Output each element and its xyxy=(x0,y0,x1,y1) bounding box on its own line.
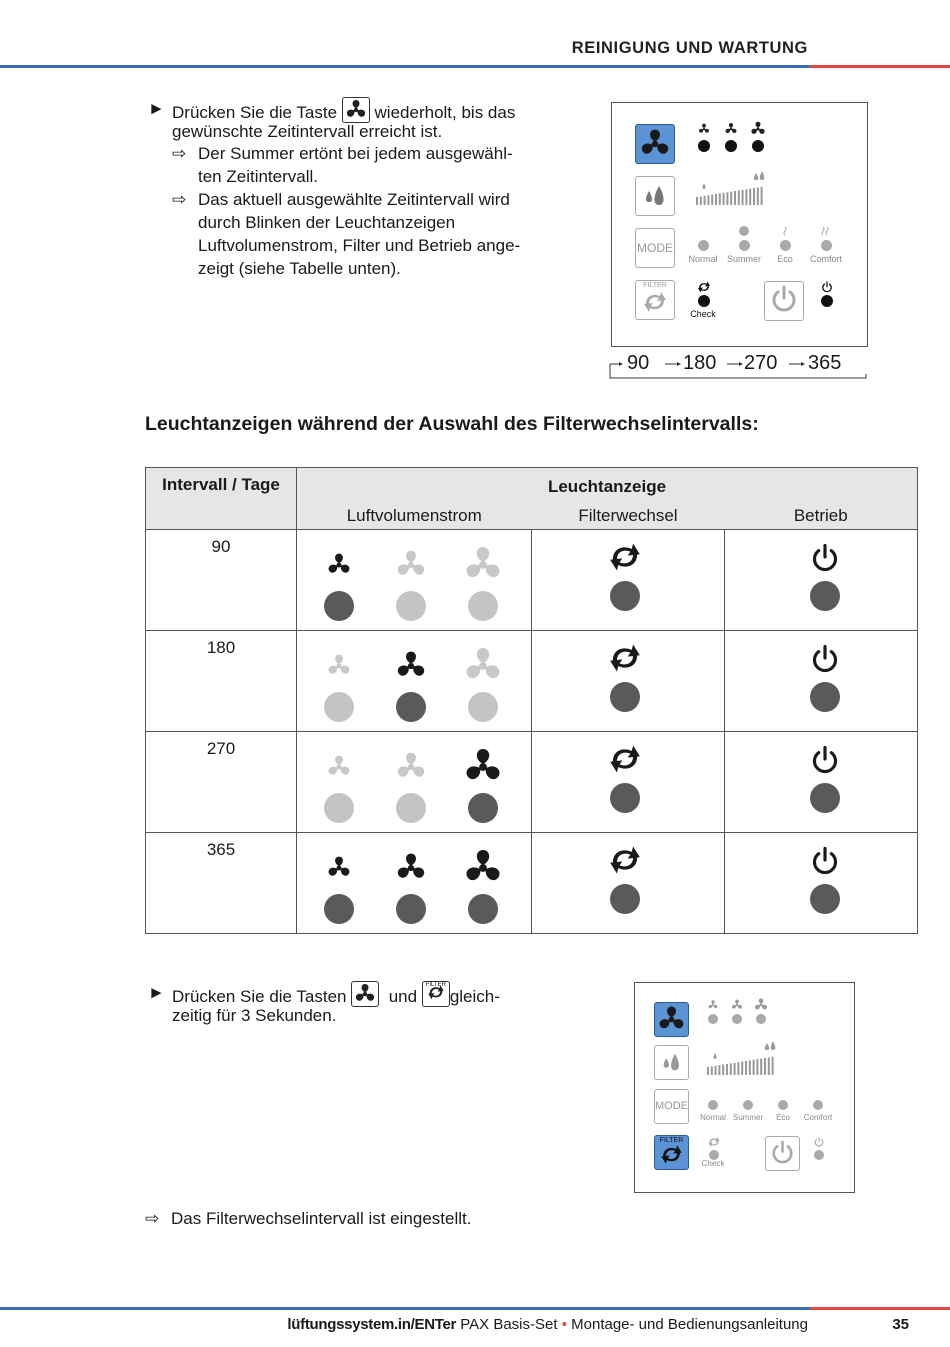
filter-cycle-icon xyxy=(610,645,640,672)
fan-level-icon xyxy=(327,655,351,676)
operation-cell xyxy=(725,631,918,732)
header-display: Leuchtanzeige xyxy=(297,468,918,500)
step2-text-b: und xyxy=(388,987,418,1006)
fan-level-icon xyxy=(464,850,501,882)
interval-table xyxy=(145,467,918,934)
interval-cell xyxy=(146,530,297,631)
filter-led xyxy=(610,581,640,611)
table-row xyxy=(146,631,918,732)
interval-cell xyxy=(146,732,297,833)
fan-level-icon xyxy=(327,554,351,575)
header-rule xyxy=(0,65,950,68)
operation-indicator xyxy=(725,631,917,726)
airflow-indicators xyxy=(297,732,531,827)
mode-dot-summer xyxy=(739,240,750,251)
airflow-led xyxy=(396,793,426,823)
step1-text-a: Drücken Sie die Taste xyxy=(172,103,338,122)
table-row xyxy=(146,732,918,833)
footer-doc2: Montage- und Bedienungsanleitung xyxy=(571,1316,808,1333)
step1-text-b: wiederholt, bis das xyxy=(374,103,516,122)
scale-365: 365 xyxy=(808,352,842,374)
airflow-indicators xyxy=(297,631,531,726)
airflow-led xyxy=(324,793,354,823)
fan-level-icon xyxy=(396,551,426,577)
mode-dot-eco xyxy=(780,240,791,251)
power-icon xyxy=(815,545,836,569)
final-text: Das Filterwechselintervall ist eingestellt. xyxy=(171,1209,472,1228)
mode-dot-normal xyxy=(698,240,709,251)
humidity-level-bar xyxy=(692,169,772,209)
fan-level-icon xyxy=(396,854,426,880)
fan-level-icon xyxy=(464,648,501,680)
airflow-led xyxy=(396,894,426,924)
power-icon xyxy=(815,747,836,771)
humidity-button[interactable] xyxy=(654,1045,689,1080)
interval-cell xyxy=(146,833,297,934)
airflow-indicators xyxy=(297,530,531,625)
airflow-led xyxy=(324,894,354,924)
filter-led xyxy=(610,884,640,914)
power-icon xyxy=(815,646,836,670)
filter-button[interactable]: FILTER xyxy=(635,280,675,320)
result1-line1: Der Summer ertönt bei jedem ausgewähl- xyxy=(198,144,513,163)
operation-indicator xyxy=(725,833,917,928)
footer-sep: • xyxy=(561,1316,567,1333)
airflow-led xyxy=(468,793,498,823)
interval-value: 90 xyxy=(211,537,231,556)
filter-led xyxy=(610,682,640,712)
result-arrow-icon: ⇨ xyxy=(172,190,187,209)
filter-cell xyxy=(532,732,725,833)
filter-button-icon: FILTER xyxy=(422,981,450,1007)
section-title: REINIGUNG UND WARTUNG xyxy=(571,39,808,57)
table-row xyxy=(146,530,918,631)
mode-label-comfort: Comfort xyxy=(803,1113,833,1122)
mode-dot-eco xyxy=(778,1100,788,1110)
airflow-led xyxy=(396,692,426,722)
airflow-led xyxy=(324,692,354,722)
airflow-led xyxy=(468,692,498,722)
airflow-led xyxy=(396,591,426,621)
filter-cycle-icon xyxy=(610,544,640,571)
mode-dot-summer xyxy=(743,1100,753,1110)
result-arrow-icon: ⇨ xyxy=(172,144,187,163)
step2-text-a: Drücken Sie die Tasten xyxy=(172,987,347,1006)
step1-line2: gewünschte Zeitintervall erreicht ist. xyxy=(172,122,443,141)
footer-text xyxy=(287,1316,808,1333)
mode-dot-comfort xyxy=(813,1100,823,1110)
operation-led xyxy=(810,581,840,611)
power-indicator xyxy=(817,279,837,311)
step2-bullet: ► xyxy=(148,983,165,1002)
filter-indicator xyxy=(532,833,724,928)
operation-cell xyxy=(725,530,918,631)
check-label: Check xyxy=(701,1159,725,1168)
filter-indicator xyxy=(532,732,724,827)
airflow-cell xyxy=(297,631,532,732)
step1-bullet: ► xyxy=(148,99,165,118)
fan-level-indicators xyxy=(692,119,767,155)
airflow-cell xyxy=(297,530,532,631)
check-label: Check xyxy=(690,309,716,319)
airflow-indicators xyxy=(297,833,531,928)
section-heading: Leuchtanzeigen während der Auswahl des Filterwechselintervalls: xyxy=(145,413,759,435)
filter-indicator xyxy=(532,530,724,625)
footer-brand: lüftungssystem.in/ENTer xyxy=(287,1316,457,1333)
footer-doc: PAX Basis-Set xyxy=(460,1316,558,1333)
table-row xyxy=(146,833,918,934)
operation-indicator xyxy=(725,732,917,827)
step2-line2: zeitig für 3 Sekunden. xyxy=(172,1006,337,1025)
fan-button[interactable] xyxy=(635,124,675,164)
airflow-cell xyxy=(297,732,532,833)
header-operation: Betrieb xyxy=(725,500,918,530)
filter-cell xyxy=(532,530,725,631)
mode-label-eco: Eco xyxy=(776,1113,790,1122)
humidity-button[interactable] xyxy=(635,176,675,216)
fan-button-icon xyxy=(351,981,379,1007)
footer-rule xyxy=(0,1307,950,1310)
interval-value: 365 xyxy=(206,840,236,859)
power-indicator xyxy=(809,1134,829,1162)
operation-led xyxy=(810,783,840,813)
mode-button[interactable]: MODE xyxy=(635,228,675,268)
fan-level-icon xyxy=(464,547,501,579)
mode-label-summer: Summer xyxy=(726,254,761,264)
filter-cell xyxy=(532,833,725,934)
result1-line2: ten Zeitintervall. xyxy=(198,167,318,186)
mode-label-normal: Normal xyxy=(700,1113,726,1122)
power-icon xyxy=(815,848,836,872)
power-button[interactable] xyxy=(765,1136,800,1171)
mode-label-normal: Normal xyxy=(688,254,718,264)
mode-label-eco: Eco xyxy=(777,254,793,264)
fan-level-icon xyxy=(396,652,426,678)
result2-line2: durch Blinken der Leuchtanzeigen xyxy=(198,213,456,232)
operation-cell xyxy=(725,732,918,833)
result2-line3: Luftvolumenstrom, Filter und Betrieb ange- xyxy=(198,236,521,255)
fan-level-icon xyxy=(327,857,351,878)
airflow-led xyxy=(324,591,354,621)
control-panel xyxy=(611,102,868,347)
header-airflow: Luftvolumenstrom xyxy=(297,500,532,530)
check-indicator xyxy=(694,279,714,311)
final-arrow-icon: ⇨ xyxy=(145,1209,160,1228)
mode-dot-normal xyxy=(708,1100,718,1110)
interval-value: 270 xyxy=(206,739,236,758)
filter-cycle-icon xyxy=(610,847,640,874)
fan-level-icon xyxy=(327,756,351,777)
operation-cell xyxy=(725,833,918,934)
mode-label-comfort: Comfort xyxy=(809,254,842,264)
interval-cell xyxy=(146,631,297,732)
result2-line4: zeigt (siehe Tabelle unten). xyxy=(198,259,401,278)
fan-level-indicators xyxy=(703,997,773,1027)
operation-indicator xyxy=(725,530,917,625)
scale-270: 270 xyxy=(744,352,778,374)
fan-level-icon xyxy=(464,749,501,781)
fan-button[interactable] xyxy=(654,1002,689,1037)
header-filter: Filterwechsel xyxy=(532,500,725,530)
filter-indicator xyxy=(532,631,724,726)
result2-line1: Das aktuell ausgewählte Zeitintervall wird xyxy=(198,190,510,209)
filter-cell xyxy=(532,631,725,732)
control-panel-2 xyxy=(634,982,855,1193)
header-interval: Intervall / Tage xyxy=(146,468,297,530)
filter-cycle-icon xyxy=(610,746,640,773)
check-indicator xyxy=(704,1134,724,1162)
mode-button[interactable]: MODE xyxy=(654,1089,689,1124)
scale-180: 180 xyxy=(683,352,717,374)
airflow-cell xyxy=(297,833,532,934)
fan-level-icon xyxy=(396,753,426,779)
mode-dot-comfort xyxy=(821,240,832,251)
mode-label-summer: Summer xyxy=(732,1113,764,1122)
filter-button[interactable]: FILTER xyxy=(654,1135,689,1170)
interval-value: 180 xyxy=(206,638,236,657)
scale-90: 90 xyxy=(627,352,650,374)
operation-led xyxy=(810,682,840,712)
humidity-level-bar xyxy=(703,1039,783,1079)
page-number: 35 xyxy=(892,1316,909,1333)
airflow-led xyxy=(468,591,498,621)
airflow-led xyxy=(468,894,498,924)
operation-led xyxy=(810,884,840,914)
step2-text-c: gleich- xyxy=(449,987,500,1006)
filter-led xyxy=(610,783,640,813)
power-button[interactable] xyxy=(764,281,804,321)
